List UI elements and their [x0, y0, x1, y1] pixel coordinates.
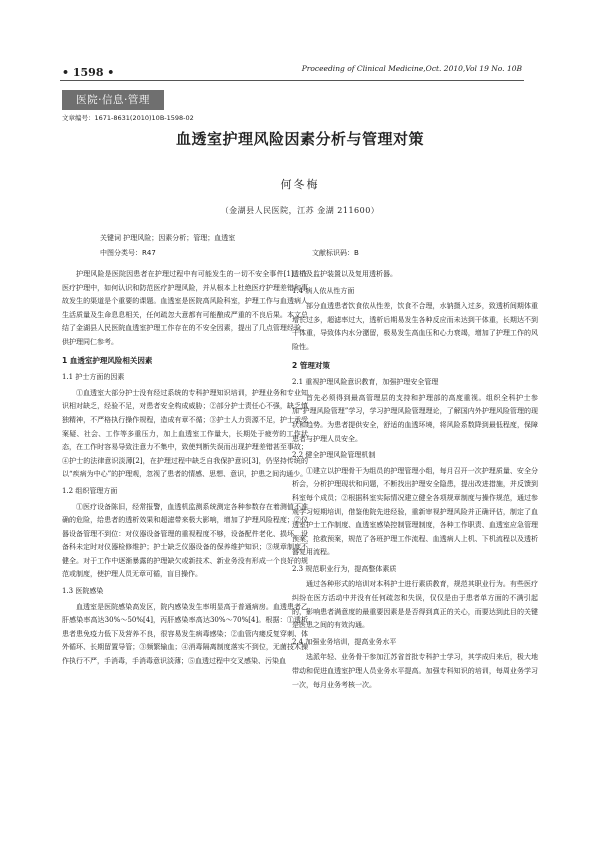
section-2-1-body: 首先必须得到最高管理层的支持和护理部的高度重视。组织全科护士参加“护理风险管理”学习，学习护理风险管理理论，了解国内外护理风险管理的现状和趋势。为患者提供安全，舒适的血透环境，将风险系数降到最低程度，保障患者与护理人员安全。	[292, 393, 538, 443]
page-number: • 1598 •	[62, 66, 115, 79]
classification-number: 中图分类号：R47	[100, 249, 156, 257]
document-code: 文献标识码：B	[312, 249, 359, 257]
journal-header: Proceeding of Clinical Medicine,Oct. 2010,Vol 19 No. 10B	[301, 64, 522, 73]
intro-paragraph: 护理风险是医院因患者在护理过程中有可能发生的一切不安全事件[1]。在医疗护理中，如何认识和防范医疗护理风险，并从根本上杜绝医疗护理差错和事故发生的渠道是个重要的课题。血透室是医院高风险科室，护理工作与血透病人生活质量及生命息息相关，任何疏忽大意都有可能酿成严重的不良后果。本文总结了金湖县人民医院血透室护理工作存在的不安全因素，提出了几点管理经验，供护理同仁参考。	[62, 270, 308, 346]
section-1-1-body: ①血透室大部分护士没有经过系统的专科护理知识培训，护理业务和专业知识相对缺乏，经验不足，对患者安全构成威胁；②部分护士责任心不强，缺乏慎独精神，不严格执行操作规程，造成有章不循；③护士人力资源不足，护士承受案疑、社会、工作等多重压力，加上血透室工作量大，长期处于疲劳的工作状态，在工作时容易导致注意力不集中，致使判断失误而出现护理差错甚至事故；④护士的法律意识淡薄[2]，在护理过程中缺乏自我保护意识[3]，仍坚持传统的以“疾病为中心”的护理观，忽视了患者的情感、思想、意识，护患之间沟通少。	[62, 388, 308, 479]
section-tag: 医院·信息·管理	[62, 90, 164, 110]
section-2-2-body: ①建立以护理骨干为组员的护理管理小组，每月召开一次护理质量、安全分析会，分析护理现状和问题，不断找出护理安全隐患，提出改进措施，并反馈到科室每个成员；②根据科室实际情况建立健全各项规章制度与操作规范，通过参观学习短期培训，借鉴他院先进经验，重新审视护理风险并正确评估，制定了血透室护士工作制度、血透室感染控制管理制度，各种工作职责、血透室应急管理预案，抢救预案，规范了各班护理工作流程、血透病人上机、下机流程以及透析器复用流程。	[292, 466, 538, 557]
section-1-1-heading: 1.1 护士方面的因素	[62, 373, 125, 382]
section-1-heading: 1 血透室护理风险相关因素	[62, 355, 153, 365]
section-2-3-heading: 2.3 规范职业行为，提高整体素质	[292, 564, 397, 573]
section-2-1-heading: 2.1 重视护理风险意识教育，加强护理安全管理	[292, 378, 439, 387]
section-2-2-heading: 2.2 健全护理风险管理机制	[292, 451, 376, 460]
section-1-4-body: 部分血透患者饮食依从性差，饮食不合理，水钠摄入过多，致透析间期体重增长过多，超滤率过大，透析后期易发生各种反应而未达到干体重，长期达不到干体重，导致体内水分潴留，极易发生高血压和心力衰竭，增加了护理工作的风险性。	[292, 302, 538, 351]
classification-line	[100, 248, 359, 258]
section-2-heading: 2 管理对策	[292, 360, 330, 370]
right-column	[292, 268, 538, 692]
section-1-3-body: 血透室是医院感染高发区，院内感染发生率明显高于普通病房。血透患者乙肝感染率高达30%～50%[4]，丙肝感染率高达30%～70%[4]。根据：①透析患者患免疫力低下及营养不良，很容易发生病毒感染；②血管内瘘反复穿刺、体外循环、长期留置导管；③频繁输血；④消毒隔离制度落实不到位，无菌技术操作执行不严，手消毒，手消毒意识淡薄；⑤血透过程中交叉感染、污染血	[62, 602, 308, 666]
section-2-4-body: 选派年轻、业务骨干参加江苏省首批专科护士学习，其学成归来后，极大地带动和促进血透室护理人员业务水平提高。加强专科知识的培训，每周业务学习一次，每月业务考核一次。	[292, 653, 538, 689]
article-number: 文章编号：1671-8631(2010)10B-1598-02	[62, 114, 194, 122]
paper-title: 血透室护理风险因素分析与管理对策	[175, 130, 424, 148]
affiliation: （金湖县人民医院，江苏 金湖 211600）	[220, 206, 380, 215]
left-column	[62, 268, 308, 669]
header-rule	[60, 80, 524, 81]
section-2-3-body: 通过各种形式的培训对本科护士进行素质教育，规范其职业行为。有些医疗纠纷在医方活动中并没有任何疏忽和失误，仅仅是由于患者单方面的不满引起的，影响患者满意度的最重要因素是是否得到真正的关心，而要达到此目的关键是医患之间的有效沟通。	[292, 580, 538, 630]
author: 何冬梅	[280, 178, 320, 191]
section-2-4-heading: 2.4 加强业务培训，提高业务水平	[292, 637, 397, 646]
keywords: 关键词 护理风险；因素分析；管理；血透室	[100, 234, 236, 242]
section-1-3-body-cont: 透机及监护装置以及复用透析器。	[292, 270, 397, 278]
section-1-2-body: ①医疗设备陈旧，经常报警，血透机监测系统测定各种参数存在着测值不准确的危险，给患者的透析效果和超滤带来极大影响，增加了护理风险程度；②仪器设备管理不到位：对仪器设备管理的重视程度不够，设备配件老化、损坏，设备科未定时对仪器检修维护；护士缺乏仪器设备的保养维护知识；③规章制度不健全。对于工作中逐渐暴露的护理缺欠或新技术、新业务没有形成一个良好的规范或制度，使护理人员无章可循，盲目操作。	[62, 502, 308, 579]
section-1-3-heading: 1.3 医院感染	[62, 587, 104, 596]
section-1-2-heading: 1.2 组织管理方面	[62, 486, 118, 495]
section-1-4-heading: 1.4 病人依从性方面	[292, 286, 355, 295]
